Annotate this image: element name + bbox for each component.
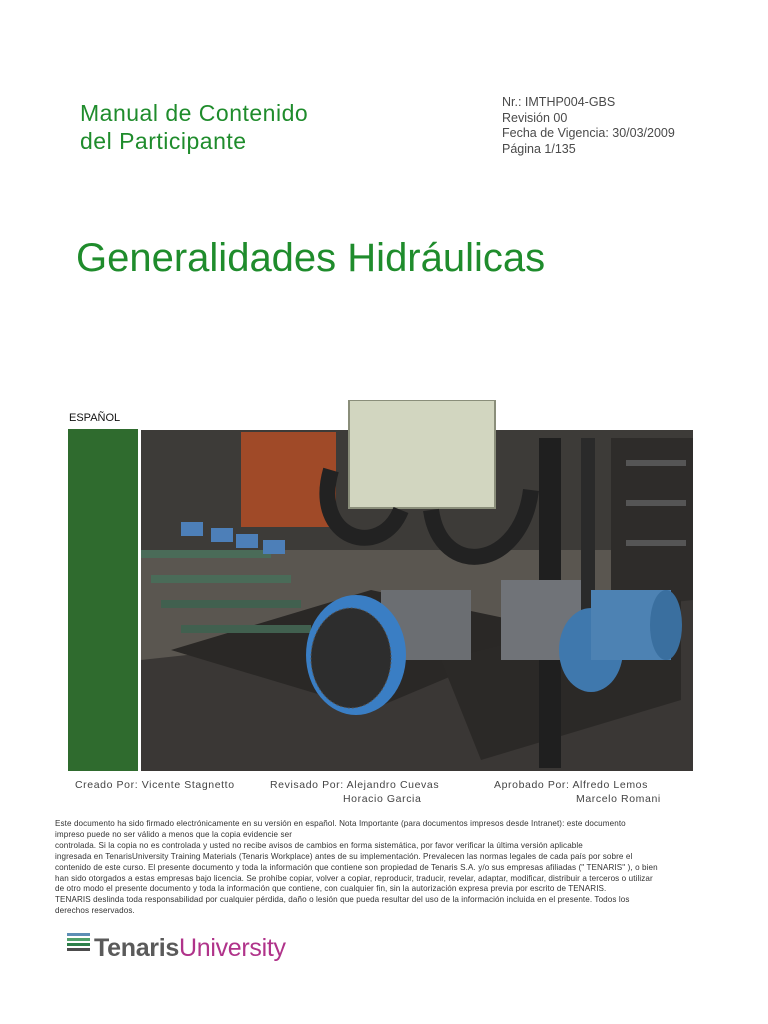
language-label: ESPAÑOL — [69, 412, 121, 424]
legal-line: derechos reservados. — [55, 906, 135, 916]
revision: Revisión 00 — [502, 110, 568, 125]
legal-line: han sido otorgados a estas empresas bajo licencia. Se prohíbe copiar, volver a copiar, reproducir, traducir, revelar, adaptar, modificar, distribuir a terceros o utilizar — [55, 873, 653, 883]
legal-notice — [55, 819, 745, 917]
legal-line: contenido de este curso. El presente documento y toda la información que contiene son propiedad de Tenaris S.A. y/o sus empresas afiliadas (" TENARIS" ), o bien — [55, 862, 658, 872]
legal-line: TENARIS deslinda toda responsabilidad por cualquier pérdida, daño o lesión que pueda resultar del uso de la información incluida en el presente. Todos los — [55, 895, 630, 905]
logo-stripes-icon — [67, 933, 91, 957]
green-side-band — [68, 429, 138, 771]
page-number: Página 1/135 — [502, 141, 576, 156]
document-number: Nr.: IMTHP004-GBS — [502, 95, 616, 109]
manual-title — [80, 99, 308, 155]
manual-title-line2: del Participante — [80, 128, 247, 154]
logo-text — [94, 934, 286, 963]
tenaris-university-logo — [67, 931, 307, 971]
reviewed-by-second: Horacio Garcia — [343, 793, 422, 805]
legal-line: ingresada en TenarisUniversity Training Materials (Tenaris Workplace) antes de su implementación. Prevalecen las normas legales de cada país por sobre el — [55, 851, 633, 861]
created-by: Creado Por: Vicente Stagnetto — [75, 779, 235, 791]
legal-line: Este documento ha sido firmado electrónicamente en su versión en español. Nota Importante (para documentos impresos desde Intranet): este documento — [55, 819, 626, 828]
approved-by: Aprobado Por: Alfredo Lemos — [494, 779, 648, 791]
legal-line: de otro modo el presente documento y toda la información que contiene, con cualquier fin, sin la autorización expresa previa por escrito de TENARIS. — [55, 884, 607, 894]
hydraulic-unit-photo — [141, 400, 693, 771]
manual-title-line1: Manual de Contenido — [80, 100, 309, 126]
approved-by-second: Marcelo Romani — [576, 793, 661, 805]
course-title: Generalidades Hidráulicas — [76, 236, 546, 280]
legal-line: controlada. Si la copia no es controlada y usted no recibe avisos de cambios en forma sistemática, por favor verificar la última versión aplicable — [55, 840, 583, 850]
logo-text-university: University — [178, 934, 286, 962]
document-metadata — [502, 95, 675, 157]
valid-date: Fecha de Vigencia: 30/03/2009 — [502, 126, 675, 140]
legal-line: impreso puede no ser válido a menos que la copia evidencie ser — [55, 829, 293, 839]
reviewed-by: Revisado Por: Alejandro Cuevas — [270, 779, 440, 791]
logo-text-tenaris: Tenaris — [94, 934, 179, 962]
